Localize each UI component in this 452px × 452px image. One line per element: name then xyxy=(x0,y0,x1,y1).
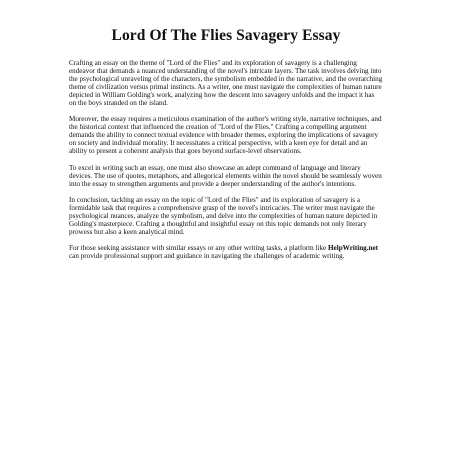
paragraph-closing xyxy=(69,244,383,260)
closing-text-after: can provide professional support and guidance in navigating the challenges of academic writing. xyxy=(69,251,345,260)
brand-name: HelpWriting.net xyxy=(328,243,379,252)
closing-text-before: For those seeking assistance with similar essays or any other writing tasks, a platform like xyxy=(69,243,328,252)
paragraph-2: Moreover, the essay requires a meticulous examination of the author's writing style, narrative techniques, and the historical context that influenced the creation of "Lord of the Flies." Crafting a compelling argument demands the ability to connect textual evidence with broader themes, exploring the implications of savagery on society and individual morality. It necessitates a critical perspective, with a keen eye for detail and an ability to present a coherent analysis that goes beyond surface-level observations. xyxy=(69,115,382,156)
paragraph-4: In conclusion, tackling an essay on the topic of "Lord of the Flies" and its exploration of savagery is a formidable task that requires a comprehensive grasp of the novel's intricacies. The writer must navigate the psychological nuances, analyze the symbolism, and delve into the complexities of human nature depicted in Golding's masterpiece. Crafting a thoughtful and insightful essay on this topic demands not only literary prowess but also a keen analytical mind. xyxy=(69,195,378,236)
document-title: Lord Of The Flies Savagery Essay xyxy=(111,27,341,44)
paragraph-1: Crafting an essay on the theme of "Lord of the Flies" and its exploration of savagery is a challenging endeavor that demands a nuanced understanding of the novel's intricate layers. The task involves delving into the psychological unraveling of the characters, the symbolism embedded in the narrative, and the overarching theme of civilization versus primal instincts. As a writer, one must navigate the complexities of human nature depicted in William Golding's work, analyzing how the descent into savagery unfolds and the impact it has on the boys stranded on the island. xyxy=(69,59,383,108)
paragraph-3: To excel in writing such an essay, one must also showcase an adept command of language and literary devices. The use of quotes, metaphors, and allegorical elements within the novel should be seamlessly woven into the essay to strengthen arguments and provide a deeper understanding of the author's intentions. xyxy=(69,163,382,188)
